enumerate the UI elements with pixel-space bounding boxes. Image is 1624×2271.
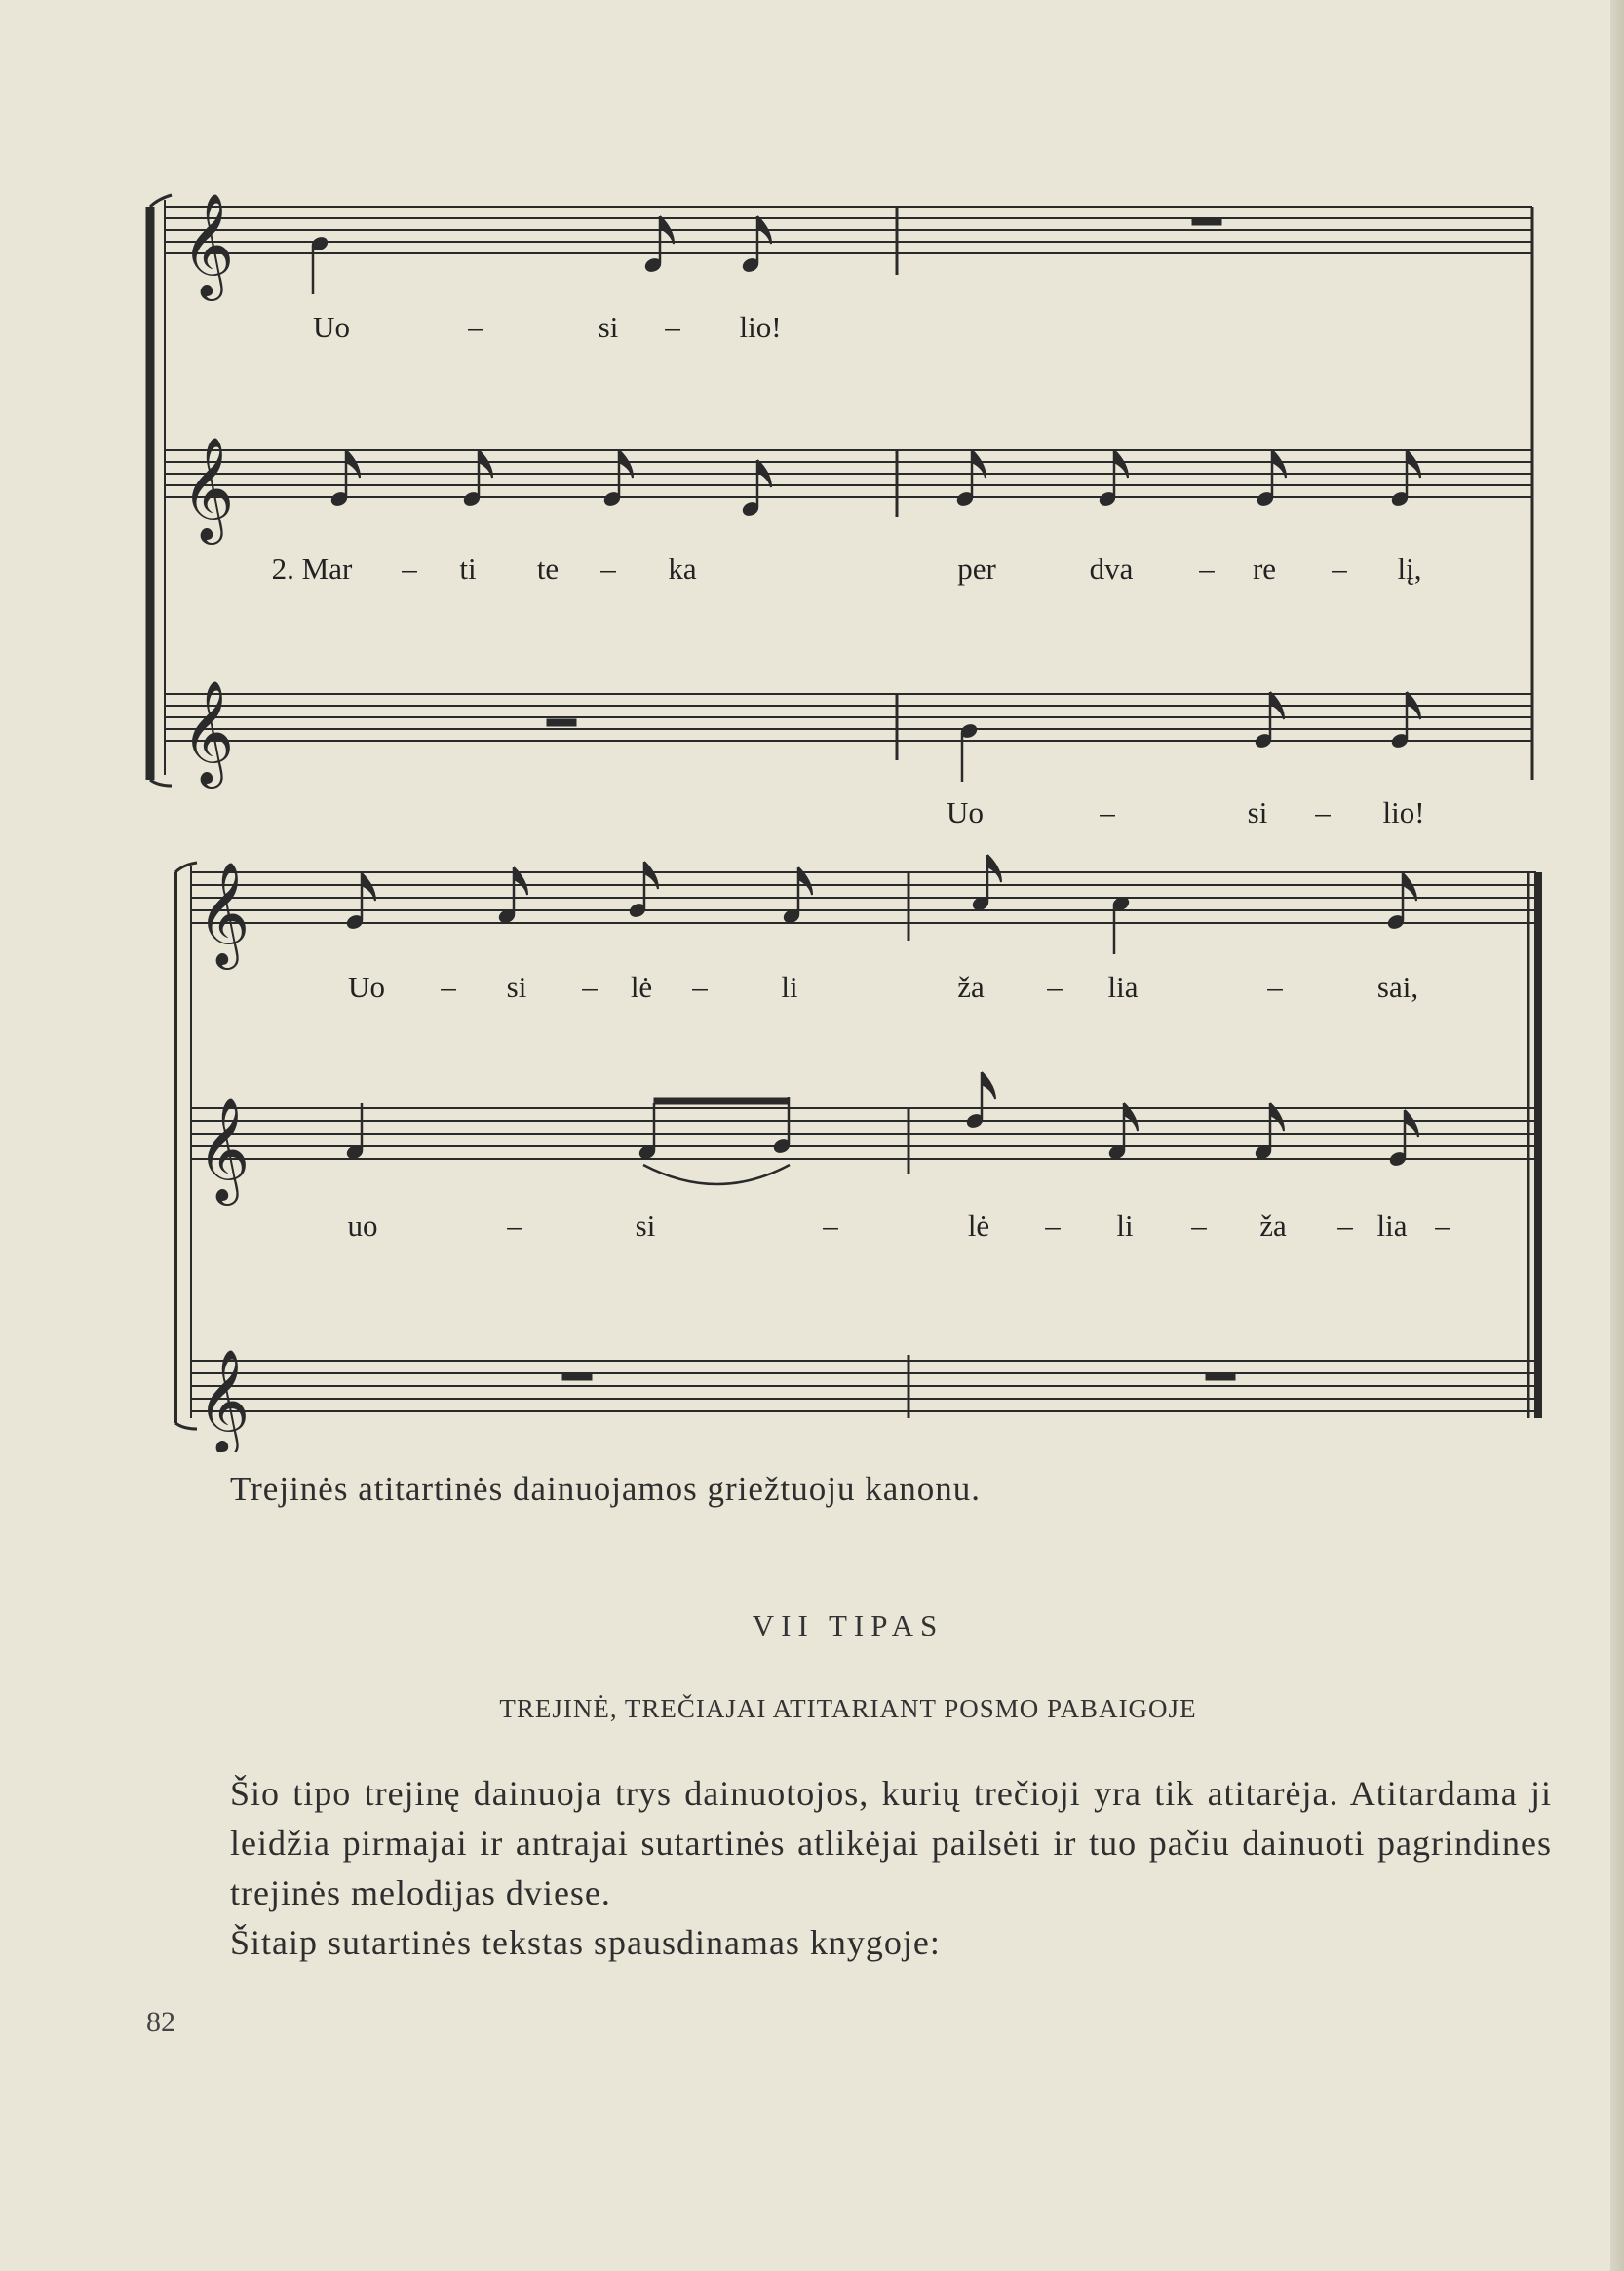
slur <box>643 1165 790 1184</box>
lyric-syllable: li <box>781 970 798 1004</box>
lyric-syllable: – <box>1267 970 1283 1004</box>
lyric-syllable: – <box>468 310 483 344</box>
lyric-syllable: – <box>665 310 680 344</box>
lyric-syllable: ža <box>957 970 985 1004</box>
lyric-syllable: – <box>582 970 598 1004</box>
treble-clef-icon: 𝄞 <box>197 1097 251 1201</box>
lyric-syllable: Uo <box>947 795 984 829</box>
treble-clef-icon: 𝄞 <box>181 436 235 540</box>
lyric-syllable: – <box>441 970 456 1004</box>
whole-rest <box>562 1373 592 1380</box>
lyric-syllable: – <box>1435 1209 1450 1243</box>
lyric-syllable: – <box>600 552 616 586</box>
section-heading: VII TIPAS <box>752 1608 945 1642</box>
lyric-syllable: 2. Mar <box>271 552 353 586</box>
treble-clef-icon: 𝄞 <box>181 192 235 296</box>
treble-clef-icon: 𝄞 <box>197 1348 251 1452</box>
system-1-bracket <box>150 195 172 786</box>
lyric-syllable: lia <box>1107 970 1139 1004</box>
lyric-syllable: lio! <box>739 310 782 344</box>
note-flag <box>362 873 375 901</box>
lyric-syllable: lia <box>1376 1209 1408 1243</box>
note-beam <box>654 1098 789 1104</box>
staff-6 <box>191 1355 1536 1418</box>
lyric-syllable: – <box>1199 552 1215 586</box>
lyric-syllable: – <box>1332 552 1347 586</box>
lyric-syllable: ka <box>668 552 697 586</box>
note-flag <box>987 855 1001 882</box>
lyric-syllable: Uo <box>313 310 350 344</box>
lyric-syllable: si <box>506 970 527 1004</box>
staff-2 <box>166 450 1532 517</box>
lyric-syllable: ti <box>459 552 477 586</box>
page-number: 82 <box>146 2006 175 2038</box>
staff-5 <box>191 1108 1536 1174</box>
staff-3 <box>166 694 1532 760</box>
lyric-syllable: re <box>1252 552 1277 586</box>
lyric-syllable: – <box>507 1209 522 1243</box>
treble-clef-icon: 𝄞 <box>181 679 235 784</box>
lyric-syllable: lė <box>630 970 653 1004</box>
section-subheading: TREJINĖ, TREČIAJAI ATITARIANT POSMO PABAIGOJE <box>499 1694 1197 1723</box>
lyric-syllable: lį, <box>1397 552 1422 586</box>
whole-rest <box>1206 1373 1235 1380</box>
lyric-syllable: – <box>1337 1209 1353 1243</box>
lyric-syllable: – <box>1047 970 1063 1004</box>
lyric-syllable: – <box>692 970 708 1004</box>
lyric-syllable: – <box>1100 795 1115 829</box>
lyric-syllable: ža <box>1259 1209 1287 1243</box>
lyric-syllable: Uo <box>348 970 385 1004</box>
lyric-syllable: si <box>598 310 619 344</box>
paragraph: Šitaip sutartinės tekstas spausdinamas knygoje: <box>230 1923 941 1962</box>
lyric-syllable: – <box>1191 1209 1207 1243</box>
whole-rest <box>547 719 576 726</box>
lyric-syllable: si <box>635 1209 656 1243</box>
caption: Trejinės atitartinės dainuojamos griežtuoju kanonu. <box>230 1470 981 1508</box>
lyric-syllable: – <box>1045 1209 1061 1243</box>
lyric-syllable: te <box>536 552 560 586</box>
lyric-syllable: dva <box>1089 552 1134 586</box>
lyric-syllable: uo <box>347 1209 378 1243</box>
lyric-syllable: – <box>823 1209 838 1243</box>
body-text <box>230 1769 1552 1968</box>
lyric-syllable: per <box>957 552 996 586</box>
paragraph: Šio tipo trejinę dainuoja trys dainuotojos, kurių trečioji yra tik atitarėja. Atitardama ji leidžia pirmajai ir antrajai sutartinės atlikėjai pailsėti ir tuo pačiu dainuoti pagrindines trejinės melodijas dviese. <box>230 1774 1552 1912</box>
lyric-syllable: – <box>402 552 417 586</box>
lyric-syllable: – <box>1315 795 1331 829</box>
lyric-syllable: si <box>1247 795 1268 829</box>
lyric-syllable: li <box>1116 1209 1134 1243</box>
whole-rest <box>1192 218 1221 225</box>
lyric-syllable: lė <box>967 1209 990 1243</box>
lyric-syllable: sai, <box>1376 970 1419 1004</box>
staff-4 <box>191 872 1536 941</box>
treble-clef-icon: 𝄞 <box>197 861 251 965</box>
lyric-syllable: lio! <box>1382 795 1425 829</box>
note-flag <box>1403 873 1416 901</box>
note-flag <box>982 1072 995 1099</box>
